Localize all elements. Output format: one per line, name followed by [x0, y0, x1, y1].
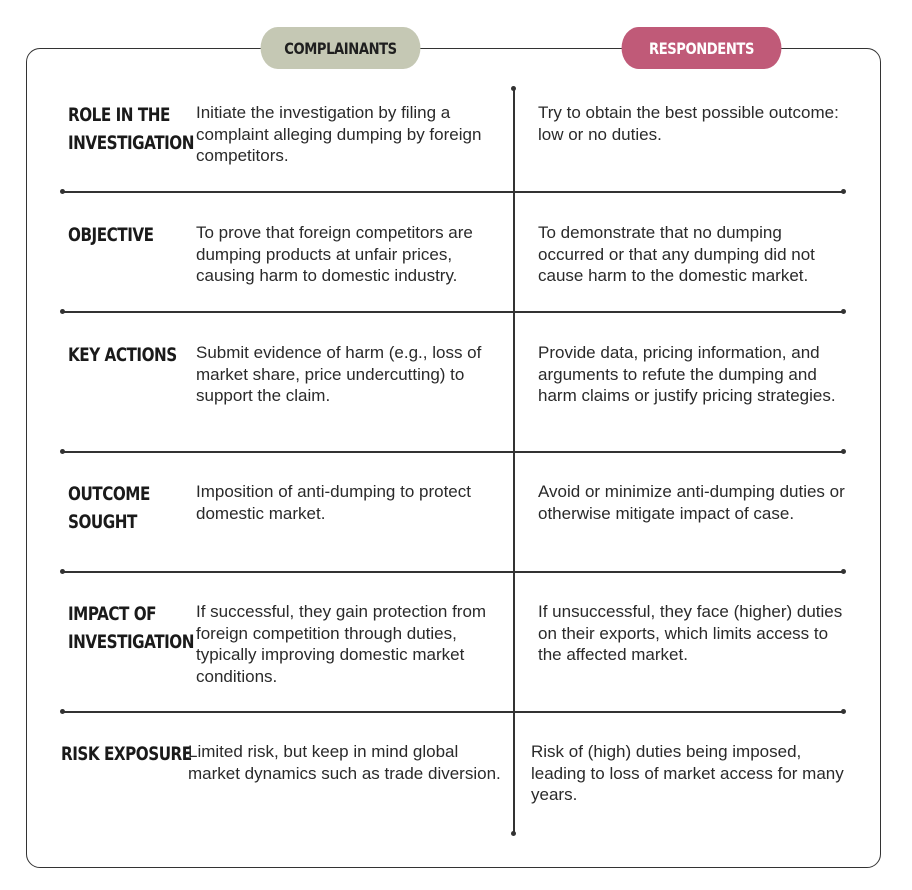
row-divider-dot	[841, 449, 846, 454]
row-divider	[62, 571, 844, 573]
row-label-risk: RISK EXPOSURE	[61, 743, 192, 765]
row-divider-dot	[841, 309, 846, 314]
row-divider	[62, 311, 844, 313]
row-divider-dot	[841, 709, 846, 714]
row-label-outcome: OUTCOME SOUGHT	[68, 483, 150, 533]
row-divider-dot	[60, 569, 65, 574]
respondents-header: RESPONDENTS	[622, 27, 782, 69]
row-divider-dot	[60, 189, 65, 194]
row-divider-dot	[841, 569, 846, 574]
row-divider-dot	[60, 709, 65, 714]
complainants-risk: Limited risk, but keep in mind global market dynamics such as trade diversion.	[188, 742, 501, 783]
row-divider-dot	[60, 449, 65, 454]
column-divider-top-dot	[511, 86, 516, 91]
complainants-impact: If successful, they gain protection from foreign competition through duties, typically improving domestic market conditions.	[196, 602, 487, 686]
respondents-role: Try to obtain the best possible outcome: low or no duties.	[538, 103, 839, 144]
row-divider-dot	[60, 309, 65, 314]
respondents-outcome: Avoid or minimize anti-dumping duties or otherwise mitigate impact of case.	[538, 482, 845, 523]
respondents-key-actions: Provide data, pricing information, and arguments to refute the dumping and harm claims or justify pricing strategies.	[538, 343, 836, 405]
complainants-outcome: Imposition of anti-dumping to protect domestic market.	[196, 482, 471, 523]
respondents-risk: Risk of (high) duties being imposed, leading to loss of market access for many years.	[531, 742, 844, 804]
row-label-impact: IMPACT OF INVESTIGATION	[68, 603, 194, 653]
respondents-objective: To demonstrate that no dumping occurred or that any dumping did not cause harm to the domestic market.	[538, 223, 815, 285]
respondents-impact: If unsuccessful, they face (higher) duties on their exports, which limits access to the affected market.	[538, 602, 843, 664]
complainants-key-actions: Submit evidence of harm (e.g., loss of market share, price undercutting) to support the claim.	[196, 343, 482, 405]
complainants-objective: To prove that foreign competitors are dumping products at unfair prices, causing harm to domestic industry.	[196, 223, 473, 285]
column-divider	[513, 88, 515, 834]
row-label-role: ROLE IN THE INVESTIGATION	[68, 104, 194, 154]
row-divider	[62, 711, 844, 713]
complainants-header: COMPLAINANTS	[261, 27, 421, 69]
row-label-key-actions: KEY ACTIONS	[68, 344, 177, 366]
row-label-objective: OBJECTIVE	[68, 224, 154, 246]
column-divider-bottom-dot	[511, 831, 516, 836]
row-divider	[62, 191, 844, 193]
row-divider	[62, 451, 844, 453]
row-divider-dot	[841, 189, 846, 194]
complainants-role: Initiate the investigation by filing a complaint alleging dumping by foreign competitors.	[196, 103, 482, 165]
